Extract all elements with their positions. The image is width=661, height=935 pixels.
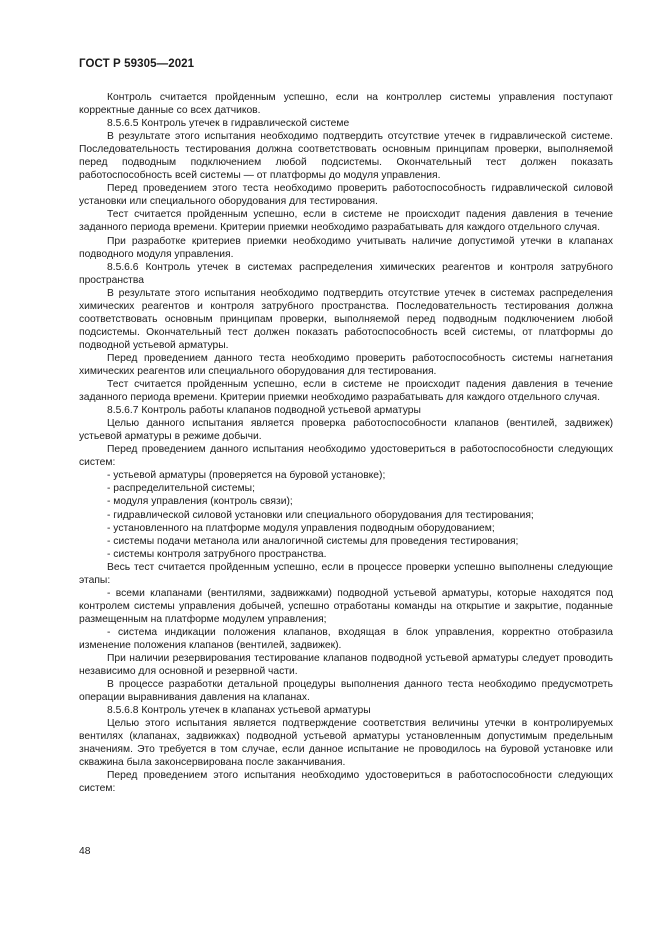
list-item: - распределительной системы; <box>107 483 255 495</box>
list-item: - системы контроля затрубного пространства. <box>107 548 327 560</box>
paragraph: Контроль считается пройденным успешно, если на контроллер системы управления поступают корректные данные со всех датчиков. <box>79 92 613 117</box>
list-item: - установленного на платформе модуля управления подводным оборудованием; <box>107 522 495 534</box>
section-heading: 8.5.6.6 Контроль утечек в системах распределения химических реагентов и контроля затрубного пространства <box>79 261 613 286</box>
paragraph: В результате этого испытания необходимо подтвердить отсутствие утечек в системах распределения химических реагентов и контроля затрубного пространства. Последовательность тестирования должна соответствовать основным принципам проверки, выполняемой перед подводным подключением любой подсистемы. Окончательный тест должен показать работоспособность всей системы, от платформы до подводной устьевой арматуры. <box>79 287 613 351</box>
section-heading: 8.5.6.7 Контроль работы клапанов подводной устьевой арматуры <box>107 405 421 417</box>
list-item: - устьевой арматуры (проверяется на буровой установке); <box>107 470 386 482</box>
section-heading: 8.5.6.8 Контроль утечек в клапанах устьевой арматуры <box>107 705 371 717</box>
paragraph: В результате этого испытания необходимо подтвердить отсутствие утечек в гидравлической системе. Последовательность тестирования должна соответствовать основным принципам проверки, выполняемой перед подводным подключением любой подсистемы. Окончательный тест должен показать работоспособность всей системы — от платформы до модуля управления. <box>79 131 613 182</box>
paragraph: Целью этого испытания является подтверждение соответствия величины утечки в контролируемых вентилях (клапанах, задвижках) подводной устьевой арматуры установленным допустимым предельным значениям. Это требуется в том случае, если данное испытание не проводилось на буровой установке или скважина была законсервирована после заканчивания. <box>79 718 613 769</box>
paragraph: Целью данного испытания является проверка работоспособности клапанов (вентилей, задвижек) устьевой арматуры в режиме добычи. <box>79 418 613 443</box>
list-item: - системы подачи метанола или аналогичной системы для проведения тестирования; <box>107 535 519 547</box>
paragraph: Тест считается пройденным успешно, если в системе не происходит падения давления в течение заданного периода времени. Критерии приемки необходимо разрабатывать для каждого отдельного случая. <box>79 379 613 404</box>
paragraph: При разработке критериев приемки необходимо учитывать наличие допустимой утечки в клапанах подводного модуля управления. <box>79 235 613 260</box>
paragraph: Перед проведением этого испытания необходимо удостовериться в работоспособности следующих систем: <box>79 770 613 795</box>
paragraph: При наличии резервирования тестирование клапанов подводной устьевой арматуры следует проводить независимо для основной и резервной части. <box>79 653 613 678</box>
list-item: - модуля управления (контроль связи); <box>107 496 293 508</box>
list-item: - система индикации положения клапанов, входящая в блок управления, корректно отобразила изменение положения клапанов (вентилей, задвижек). <box>79 626 613 651</box>
paragraph: В процессе разработки детальной процедуры выполнения данного теста необходимо предусмотреть операции выравнивания давления на клапанах. <box>79 679 613 704</box>
list-item: - всеми клапанами (вентилями, задвижками) подводной устьевой арматуры, которые находятся под контролем системы управления добычей, успешно отработаны команды на открытие и закрытие, поданные размещенным на платформе модулем управления; <box>79 587 613 625</box>
list-item: - гидравлической силовой установки или специального оборудования для тестирования; <box>107 509 534 521</box>
document-code: ГОСТ Р 59305—2021 <box>79 58 195 70</box>
page-number: 48 <box>79 846 91 857</box>
section-heading: 8.5.6.5 Контроль утечек в гидравлической системе <box>107 118 350 130</box>
paragraph: Перед проведением данного испытания необходимо удостовериться в работоспособности следующих систем: <box>79 444 613 469</box>
paragraph: Тест считается пройденным успешно, если в системе не происходит падения давления в течение заданного периода времени. Критерии приемки необходимо разрабатывать для каждого отдельного случая. <box>79 209 613 234</box>
paragraph: Весь тест считается пройденным успешно, если в процессе проверки успешно выполнены следующие этапы: <box>79 561 613 586</box>
paragraph: Перед проведением этого теста необходимо проверить работоспособность гидравлической силовой установки или специального оборудования для тестирования. <box>79 183 613 208</box>
paragraph: Перед проведением данного теста необходимо проверить работоспособность системы нагнетания химических реагентов или специального оборудования для тестирования. <box>79 352 613 377</box>
document-body <box>79 91 613 796</box>
